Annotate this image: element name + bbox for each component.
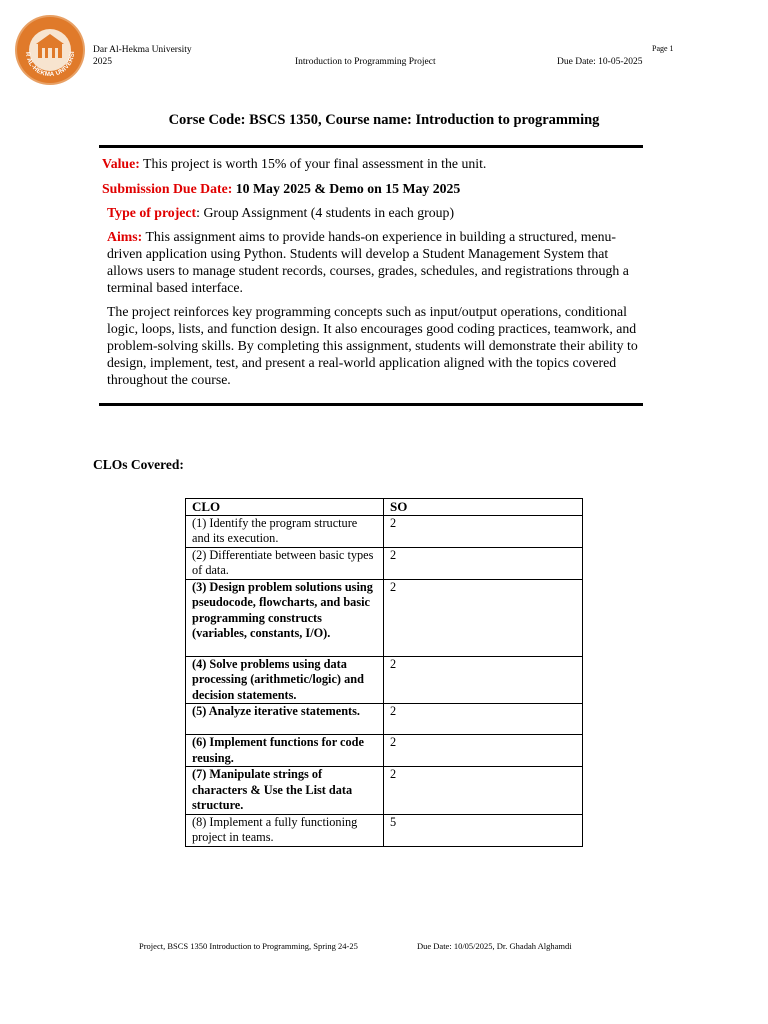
so-cell: 2 <box>384 767 583 815</box>
top-rule <box>99 145 643 148</box>
aims-text: This assignment aims to provide hands-on experience in building a structured, menu-driven application using Python. Students will develop a Student Management System that allows users to manage student records, courses, grades, schedules, and registrations through a terminal based interface. <box>107 229 629 295</box>
so-column-header: SO <box>384 499 583 516</box>
table-row <box>186 814 583 846</box>
aims-label: Aims: <box>107 229 143 244</box>
table-row <box>186 704 583 735</box>
table-row <box>186 735 583 767</box>
footer-left: Project, BSCS 1350 Introduction to Programming, Spring 24-25 <box>139 941 358 951</box>
clo-cell: (6) Implement functions for code reusing. <box>186 735 384 767</box>
clos-heading: CLOs Covered: <box>93 457 184 472</box>
clo-cell: (2) Differentiate between basic types of data. <box>186 547 384 579</box>
header-year: 2025 <box>93 57 112 67</box>
table-header-row <box>186 499 583 516</box>
so-cell: 2 <box>384 704 583 735</box>
clo-cell: (7) Manipulate strings of characters & Use the List data structure. <box>186 767 384 815</box>
value-text: This project is worth 15% of your final assessment in the unit. <box>139 156 487 171</box>
svg-text:DAR AL-HEKMA UNIVERSITY: R AL-HEKMA UNIVERSI <box>23 51 77 79</box>
reinforce-paragraph: The project reinforces key programming concepts such as input/output operations, conditional logic, loops, lists, and function design. It also encourages good coding practices, teamwork, and problem-solving skills. By completing this assignment, students will demonstrate their ability to design, implement, test, and present a real-world application aligned with the topics covered throughout the course. <box>107 304 638 387</box>
header-project: Introduction to Programming Project <box>295 57 436 67</box>
table-row <box>186 515 583 547</box>
clo-cell: (8) Implement a fully functioning project in teams. <box>186 814 384 846</box>
clo-table <box>185 498 583 847</box>
value-label: Value: <box>102 156 140 171</box>
so-cell: 2 <box>384 547 583 579</box>
clo-cell: (4) Solve problems using data processing (arithmetic/logic) and decision statements. <box>186 656 384 704</box>
submission-line <box>102 180 642 197</box>
header-university: Dar Al-Hekma University <box>93 45 192 55</box>
table-row <box>186 579 583 656</box>
so-cell: 2 <box>384 515 583 547</box>
type-label: Type of project <box>107 205 197 220</box>
so-cell: 2 <box>384 735 583 767</box>
so-cell: 2 <box>384 579 583 656</box>
type-line <box>107 204 642 221</box>
clo-cell: (5) Analyze iterative statements. <box>186 704 384 735</box>
so-cell: 5 <box>384 814 583 846</box>
course-title: Corse Code: BSCS 1350, Course name: Introduction to programming <box>168 112 600 128</box>
header-page: Page 1 <box>652 44 674 53</box>
so-cell: 2 <box>384 656 583 704</box>
table-row <box>186 656 583 704</box>
clo-column-header: CLO <box>186 499 384 516</box>
submission-text: 10 May 2025 & Demo on 15 May 2025 <box>232 181 461 196</box>
header-due-date: Due Date: 10-05-2025 <box>557 57 643 67</box>
clo-cell: (3) Design problem solutions using pseudocode, flowcharts, and basic programming constructs (variables, constants, I/O). <box>186 579 384 656</box>
value-line <box>102 155 642 172</box>
clo-cell: (1) Identify the program structure and its execution. <box>186 515 384 547</box>
table-row <box>186 767 583 815</box>
table-row <box>186 547 583 579</box>
footer-right: Due Date: 10/05/2025, Dr. Ghadah Alghamdi <box>417 941 572 951</box>
submission-label: Submission Due Date: <box>102 181 233 196</box>
bottom-rule <box>99 403 643 406</box>
university-logo <box>14 14 86 86</box>
aims-paragraph <box>107 228 639 296</box>
type-text: : Group Assignment (4 students in each group) <box>196 205 455 220</box>
